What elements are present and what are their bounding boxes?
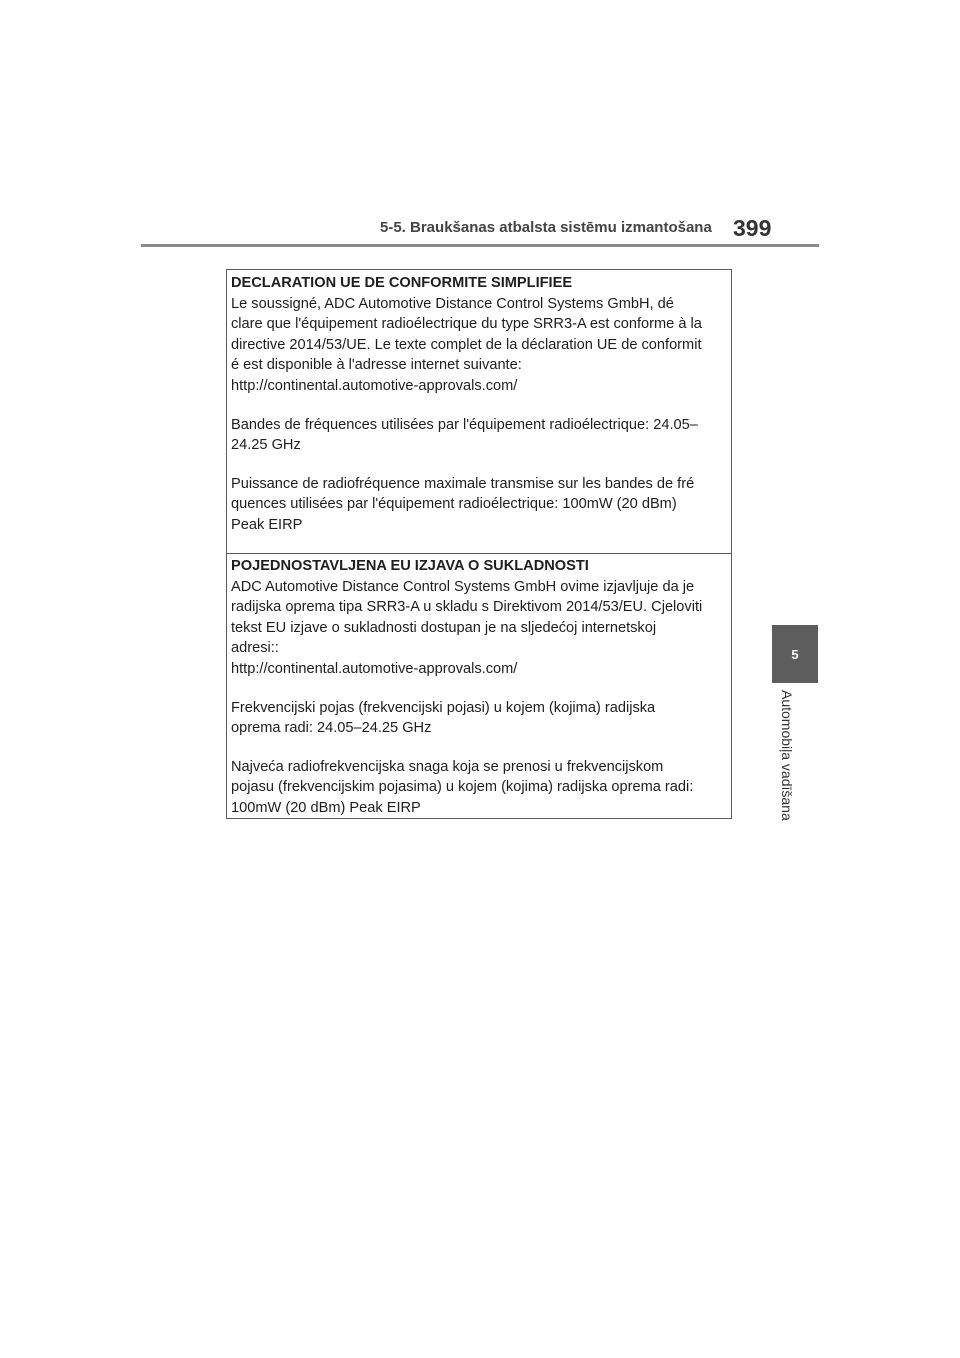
section-title: POJEDNOSTAVLJENA EU IZJAVA O SUKLADNOSTI [231,558,589,574]
line: tekst EU izjave o sukladnosti dostupan je na sljedećoj internetskoj [231,619,657,636]
line: pojasu (frekvencijskim pojasima) u kojem (kojima) radijska oprema radi: [231,779,694,796]
header-divider [141,244,819,247]
line: Puissance de radiofréquence maximale transmise sur les bandes de fré [231,475,695,492]
chapter-number: 5 [791,646,799,662]
line: é est disponible à l'adresse internet suivante: [231,357,522,374]
line: Najveća radiofrekvencijska snaga koja se prenosi u frekvencijskom [231,758,664,775]
chapter-tab [772,625,818,683]
conformity-declaration-box [226,269,732,819]
line: oprema radi: 24.05–24.25 GHz [231,720,432,737]
url-line: http://continental.automotive-approvals.com/ [231,377,518,394]
line: adresi:: [231,640,279,657]
line: radijska oprema tipa SRR3-A u skladu s Direktivom 2014/53/EU. Cjeloviti [231,599,703,616]
line: Le soussigné, ADC Automotive Distance Control Systems GmbH, dé [231,295,674,312]
page-number: 399 [733,215,772,241]
line: 100mW (20 dBm) Peak EIRP [231,799,421,816]
line: directive 2014/53/UE. Le texte complet de la déclaration UE de conformit [231,336,702,353]
declaration-section-fr [227,270,731,554]
line: clare que l'équipement radioélectrique du type SRR3-A est conforme à la [231,316,702,333]
running-header-title: 5-5. Braukšanas atbalsta sistēmu izmantošana [380,219,712,236]
section-title: DECLARATION UE DE CONFORMITE SIMPLIFIEE [231,275,573,291]
line: Bandes de fréquences utilisées par l'équipement radioélectrique: 24.05– [231,416,698,433]
line: ADC Automotive Distance Control Systems GmbH ovime izjavljuje da je [231,578,695,595]
declaration-section-hr [227,553,731,818]
line: Peak EIRP [231,516,303,533]
line: quences utilisées par l'équipement radioélectrique: 100mW (20 dBm) [231,496,677,513]
chapter-tab-label: Automobiļa vadīšana [779,690,795,821]
url-line: http://continental.automotive-approvals.com/ [231,660,518,677]
line: Frekvencijski pojas (frekvencijski pojasi) u kojem (kojima) radijska [231,699,656,716]
line: 24.25 GHz [231,437,301,454]
